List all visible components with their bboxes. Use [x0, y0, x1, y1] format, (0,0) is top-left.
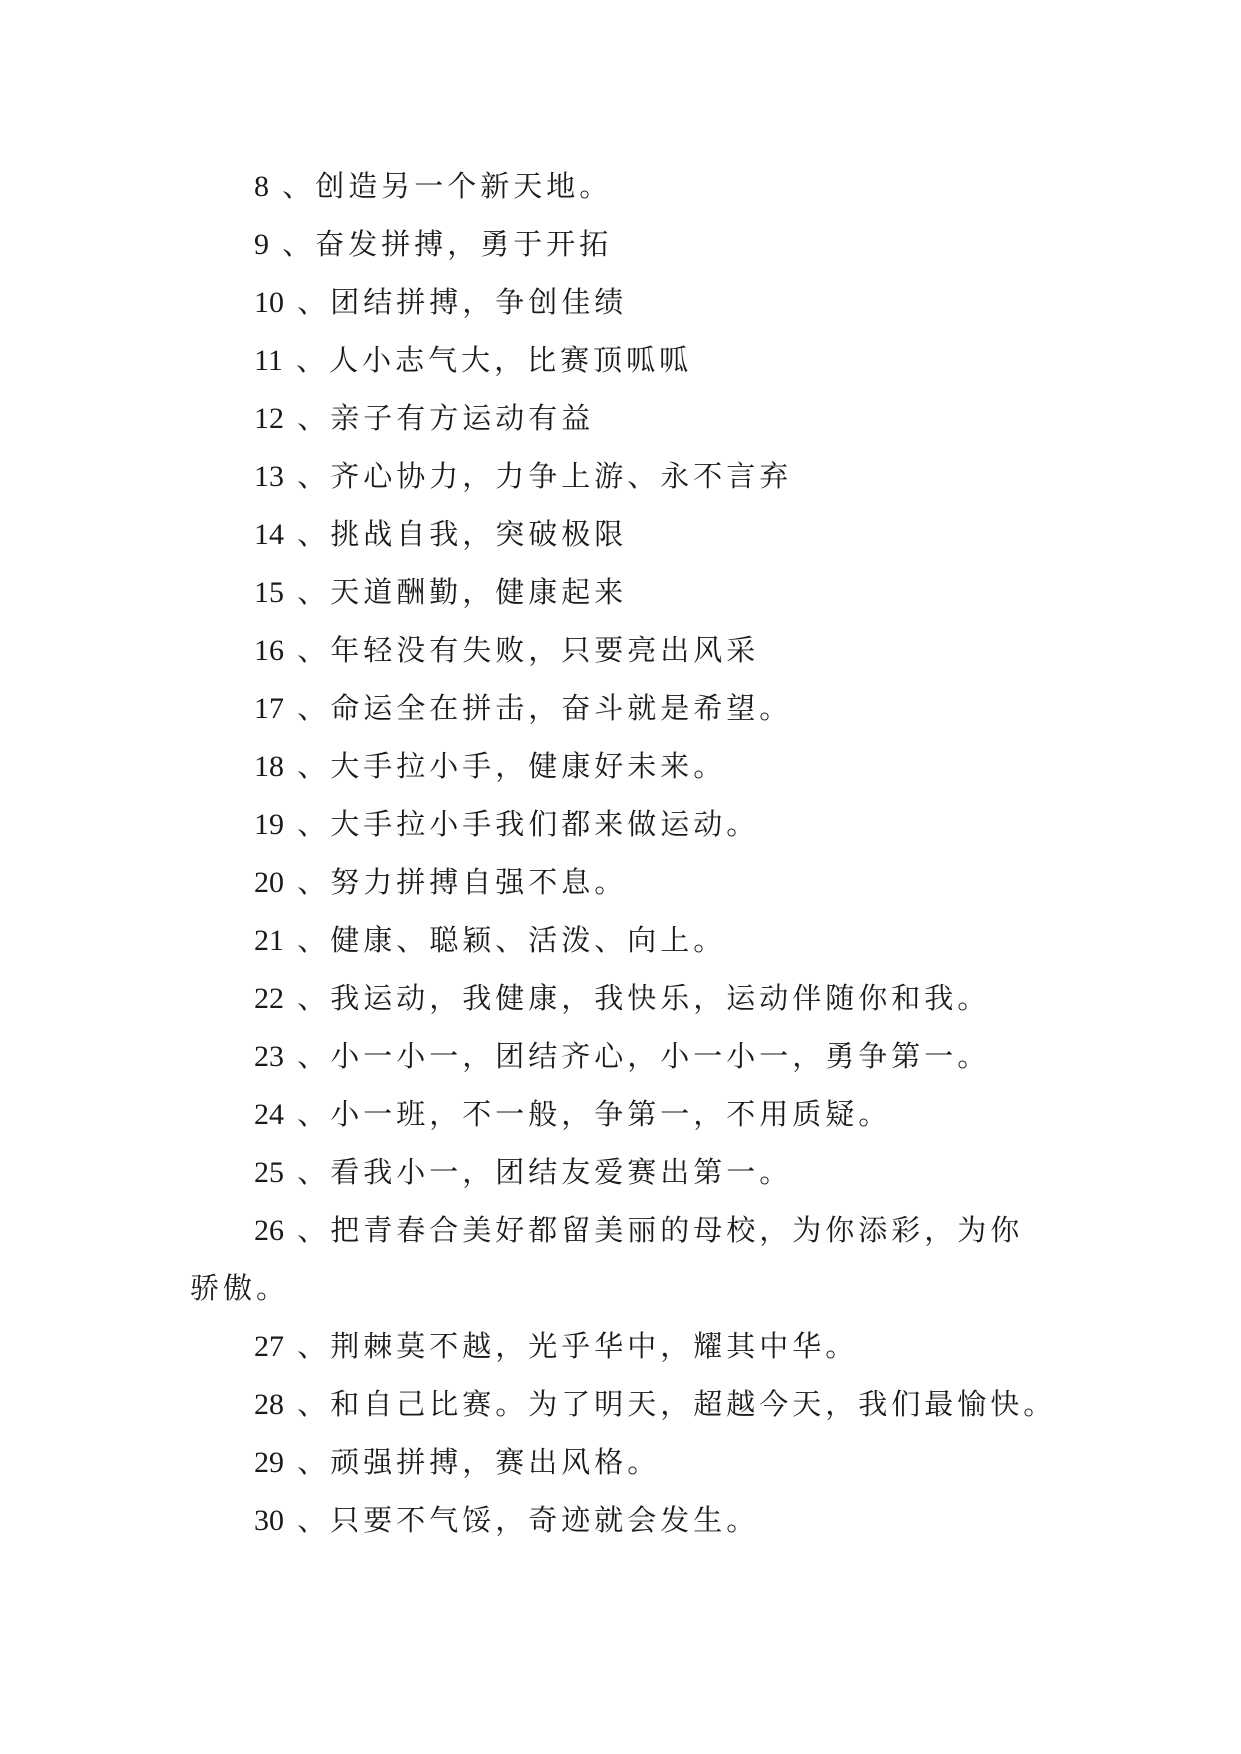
- item-text: 、大手拉小手，健康好未来。: [284, 749, 727, 783]
- item-number: 27: [254, 1330, 284, 1363]
- item-text: 、命运全在拼击，奋斗就是希望。: [284, 691, 793, 725]
- item-text: 、看我小一，团结友爱赛出第一。: [284, 1155, 793, 1189]
- list-item: [254, 632, 759, 669]
- item-number: 18: [254, 750, 284, 783]
- list-item: [254, 516, 627, 553]
- item-number: 26: [254, 1214, 284, 1247]
- item-text: 、创造另一个新天地。: [269, 169, 613, 203]
- item-text: 、只要不气馁，奇迹就会发生。: [284, 1503, 760, 1537]
- item-number: 30: [254, 1504, 284, 1537]
- list-item: [254, 864, 627, 901]
- list-item: [254, 748, 726, 785]
- list-item: [254, 1096, 891, 1133]
- item-text: 、年轻没有失败，只要亮出风采: [284, 633, 760, 667]
- item-number: 13: [254, 460, 284, 493]
- list-item: [254, 690, 792, 727]
- item-text: 、团结拼搏，争创佳绩: [284, 285, 628, 319]
- item-number: 8: [254, 170, 269, 203]
- item-number: 9: [254, 228, 269, 261]
- list-item: [254, 1386, 1056, 1423]
- item-text: 、亲子有方运动有益: [284, 401, 595, 435]
- item-text: 骄傲。: [190, 1271, 290, 1305]
- list-item: [254, 400, 594, 437]
- item-text: 、荆棘莫不越，光乎华中，耀其中华。: [284, 1329, 859, 1363]
- list-item: [254, 1502, 759, 1539]
- list-item: [254, 1154, 792, 1191]
- list-item: [254, 1038, 990, 1075]
- list-item: [254, 458, 792, 495]
- item-number: 11: [254, 344, 283, 377]
- item-number: 16: [254, 634, 284, 667]
- item-text: 、小一班，不一般，争第一，不用质疑。: [284, 1097, 892, 1131]
- item-number: 28: [254, 1388, 284, 1421]
- list-item: [254, 168, 612, 205]
- item-number: 17: [254, 692, 284, 725]
- list-item: [254, 284, 627, 321]
- item-number: 15: [254, 576, 284, 609]
- item-number: 19: [254, 808, 284, 841]
- item-number: 10: [254, 286, 284, 319]
- list-item-continuation: [190, 1270, 289, 1307]
- item-number: 14: [254, 518, 284, 551]
- item-text: 、小一小一，团结齐心，小一小一，勇争第一。: [284, 1039, 991, 1073]
- item-text: 、齐心协力，力争上游、永不言弃: [284, 459, 793, 493]
- item-text: 、把青春合美好都留美丽的母校，为你添彩，为你: [284, 1213, 1024, 1247]
- item-text: 、顽强拼搏，赛出风格。: [284, 1445, 661, 1479]
- item-text: 、大手拉小手我们都来做运动。: [284, 807, 760, 841]
- item-number: 20: [254, 866, 284, 899]
- list-item: [254, 922, 726, 959]
- item-number: 23: [254, 1040, 284, 1073]
- list-item: [254, 1328, 858, 1365]
- list-item: [254, 980, 990, 1017]
- item-text: 、我运动，我健康，我快乐，运动伴随你和我。: [284, 981, 991, 1015]
- item-number: 12: [254, 402, 284, 435]
- item-text: 、天道酬勤，健康起来: [284, 575, 628, 609]
- item-number: 24: [254, 1098, 284, 1131]
- item-text: 、人小志气大，比赛顶呱呱: [282, 343, 693, 377]
- item-text: 、奋发拼搏，勇于开拓: [269, 227, 613, 261]
- item-number: 22: [254, 982, 284, 1015]
- item-text: 、努力拼搏自强不息。: [284, 865, 628, 899]
- list-item: [254, 574, 627, 611]
- item-number: 25: [254, 1156, 284, 1189]
- list-item: [254, 342, 692, 379]
- item-number: 29: [254, 1446, 284, 1479]
- item-number: 21: [254, 924, 284, 957]
- item-text: 、和自己比赛。为了明天，超越今天，我们最愉快。: [284, 1387, 1057, 1421]
- list-item: [254, 226, 612, 263]
- item-text: 、健康、聪颖、活泼、向上。: [284, 923, 727, 957]
- list-item: [254, 1212, 1023, 1249]
- item-text: 、挑战自我，突破极限: [284, 517, 628, 551]
- list-item: [254, 1444, 660, 1481]
- list-item: [254, 806, 759, 843]
